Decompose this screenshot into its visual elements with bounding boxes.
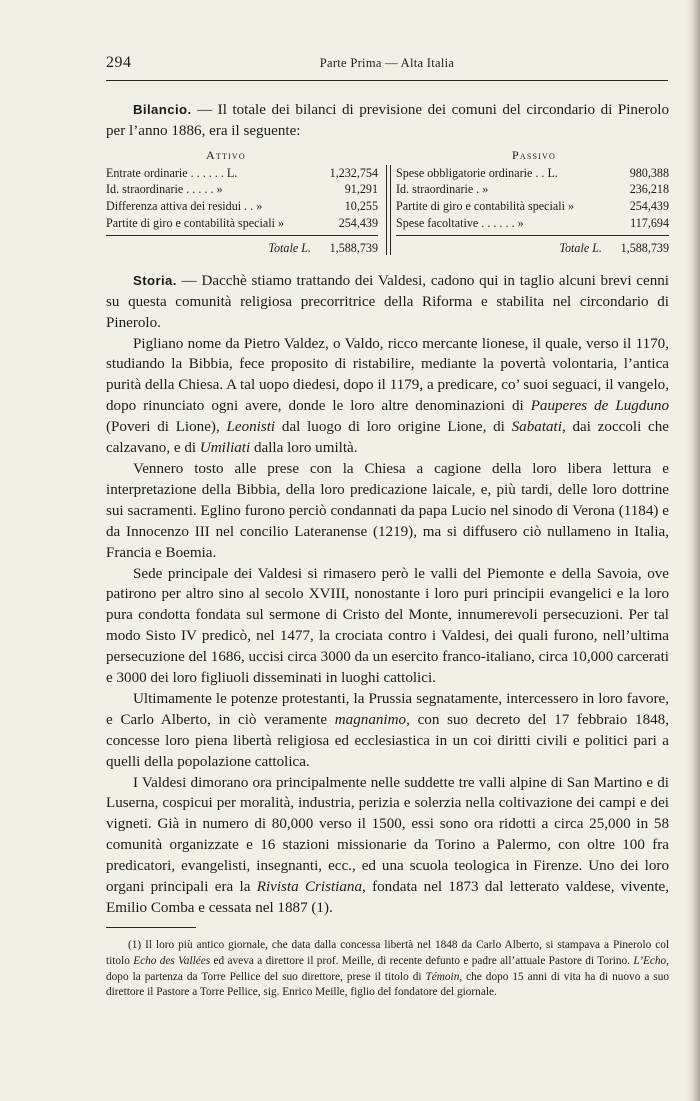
italic-term: Echo des Vallées <box>133 954 211 967</box>
row-label: Spese facoltative . . . . . . » <box>396 215 524 230</box>
running-title: Parte Prima — Alta Italia <box>319 56 455 70</box>
passivo-total <box>396 236 669 257</box>
row-label: Id. straordinarie . . . . . » <box>106 182 223 197</box>
page-header <box>106 54 668 76</box>
bilancio-text: — Il totale dei bilanci di previsione dei comuni del circondario di Pinerolo per l’anno 1886, era il seguente: <box>106 102 669 139</box>
row-value: 1,232,754 <box>329 165 378 180</box>
row-value: 91,291 <box>344 182 378 197</box>
text-run: che dopo 15 anni di vita ha di nuovo a suo direttore il Pastore a Torre Pellice, sig. Enrico Meille, figlio del fondatore del giornale. <box>106 970 669 999</box>
paragraph-persecutions: Sede principale dei Valdesi si rimasero però le valli del Piemonte e della Savoia, ove patirono per altro sino al secolo XVIII, nonostante i loro puri principii evangelici e la loro pura condotta fondata sul sermone di Cristo del Monte, innumerevoli persecuzioni. Per tal modo Sisto IV predicò, nel 1477, la crociata contro i Valdesi, dei quali furono, nell’ultima persecuzione del 1686, uccisi circa 3000 da un esercito franco-italiano, circa 10,000 carcerati e 3000 dei loro figliuoli disseminati in luoghi cattolici. <box>106 565 669 687</box>
row-label: Spese obbligatorie ordinarie . . L. <box>396 165 558 180</box>
table-row <box>106 215 378 232</box>
row-value: 10,255 <box>344 199 378 213</box>
text-run: (1) Il loro più antico giornale, che data dalla concessa libertà nel 1848 da Carlo Alberto, si stampava a Pinerolo col titolo <box>106 938 669 967</box>
attivo-total <box>106 236 378 257</box>
footnote <box>106 938 669 1001</box>
row-value: 236,218 <box>629 182 669 197</box>
italic-term: Leonisti <box>226 419 276 436</box>
text-run: ed aveva a direttore il prof. Meille, di recente defunto e padre all’attuale Pastore di Torino. <box>210 954 634 967</box>
italic-term: magnanimo <box>334 711 407 728</box>
text-run: Ultimamente le potenze protestanti, la Prussia segnatamente, intercessero in loro favore, e Carlo Alberto, in ciò veramente <box>106 690 669 728</box>
attivo-header: Attivo <box>206 147 246 162</box>
total-value: 1,588,739 <box>329 241 378 256</box>
passivo-header: Passivo <box>512 147 556 162</box>
table-row <box>396 165 669 182</box>
attivo-column <box>106 165 378 257</box>
total-value: 1,588,739 <box>620 241 669 256</box>
footnote-text <box>106 938 669 1001</box>
footnote-rule <box>106 927 196 928</box>
column-separator <box>386 165 391 255</box>
storia-heading: Storia. <box>133 272 177 288</box>
row-label: Entrate ordinarie . . . . . . L. <box>106 165 238 180</box>
text-run: Pigliano nome da Pietro Valdez, o Valdo, ricco mercante lionese, il quale, verso il 1170, studiando la Bibbia, fece proposito di ristabilire, mediante la povertà volontaria, l’antica purità della Chiesa. A tal uopo diedesi, dopo il 1179, a predicare, co’ suoi seguaci, il vangelo, dopo rinunciato ogni avere, donde le loro altre denominazioni di <box>106 335 669 415</box>
paragraph-emancipation <box>106 689 669 773</box>
paragraph-present-day <box>106 773 669 919</box>
storia-text: — Dacchè stiamo trattando dei Valdesi, cadono qui in taglio alcuni brevi cenni su questa comunità religiosa precorritrice della Riforma e stabilita nel circondario di Pinerolo. <box>106 272 669 331</box>
row-label: Partite di giro e contabilità speciali » <box>106 215 284 230</box>
table-row <box>106 198 378 215</box>
row-value: 980,388 <box>629 165 669 180</box>
row-label: Differenza attiva dei residui . . » <box>106 199 263 213</box>
storia-paragraph <box>106 271 669 334</box>
passivo-column <box>396 165 669 257</box>
text-run: , dai zoccoli che calzavano, e di <box>106 419 669 457</box>
page-edge-shadow <box>686 0 700 1101</box>
row-value: 254,439 <box>629 199 669 213</box>
italic-term: Sabatati <box>511 419 562 436</box>
table-row <box>396 181 669 198</box>
italic-term: Témoin, <box>425 970 463 983</box>
table-row <box>396 215 669 232</box>
page-number: 294 <box>106 54 132 71</box>
table-row <box>106 165 378 182</box>
paragraph-origins <box>106 334 669 459</box>
text-run: I Valdesi dimorano ora principalmente nelle suddette tre valli alpine di San Martino e di Luserna, cospicui per moralità, industria, perizia e solerzia nella coltivazione dei campi e dei vigneti. Già in numero di 80,000 verso il 1500, essi sono ora ridotti a circa 25,000 in 58 comunità organizzate e 16 stazioni missionarie da Torino a Palermo, con oltre 100 fra predicatori, evangelisti, insegnanti, ecc., ed una scuola teologica in Firenze. Uno dei loro organi principali era la <box>106 774 669 896</box>
italic-term: Rivista Cristiana <box>256 879 362 896</box>
table-row <box>106 181 378 198</box>
header-rule <box>106 80 668 81</box>
text-run: dal luogo di loro origine Lione, di <box>275 419 512 436</box>
row-value: 117,694 <box>630 215 669 230</box>
page-body <box>106 100 669 1001</box>
paragraph-condemnation: Vennero tosto alle prese con la Chiesa a cagione della loro libera lettura e interpretazione della Bibbia, della loro predicazione laicale, e, più tardi, delle loro dottrine sui sacramenti. Eglino furono perciò condannati da papa Lucio nel sinodo di Verona (1184) e da Innocenzo III nel concilio Lateranense (1219), ma si diffusero ciò nullameno in Italia, Francia e Boemia. <box>106 460 669 561</box>
italic-term: L’Echo, <box>633 954 669 967</box>
text-run: dalla loro umiltà. <box>250 440 358 457</box>
total-label: Totale L. <box>559 241 602 256</box>
row-value: 254,439 <box>338 215 378 230</box>
text-run: , fondata nel 1873 dal letterato valdese, vivente, Emilio Comba e cessata nel 1887 (1). <box>106 879 669 916</box>
bilancio-paragraph <box>106 100 669 142</box>
bilancio-heading: Bilancio. <box>133 102 192 117</box>
row-label: Partite di giro e contabilità speciali » <box>396 199 574 213</box>
italic-term: Umiliati <box>199 440 251 457</box>
budget-table <box>106 145 669 263</box>
text-run: (Poveri di Lione), <box>106 419 227 436</box>
table-row <box>396 198 669 215</box>
row-label: Id. straordinarie . » <box>396 182 489 197</box>
italic-term: Pauperes de Lugduno <box>530 398 669 415</box>
text-run: , con suo decreto del 17 febbraio 1848, concesse loro piena libertà religiosa ed ecclesiastica in un coi diritti civili e politici pari a quelli della popolazione cattolica. <box>106 711 670 770</box>
total-label: Totale L. <box>268 241 311 256</box>
text-run: dopo la partenza da Torre Pellice del suo direttore, prese il titolo di <box>106 970 426 983</box>
